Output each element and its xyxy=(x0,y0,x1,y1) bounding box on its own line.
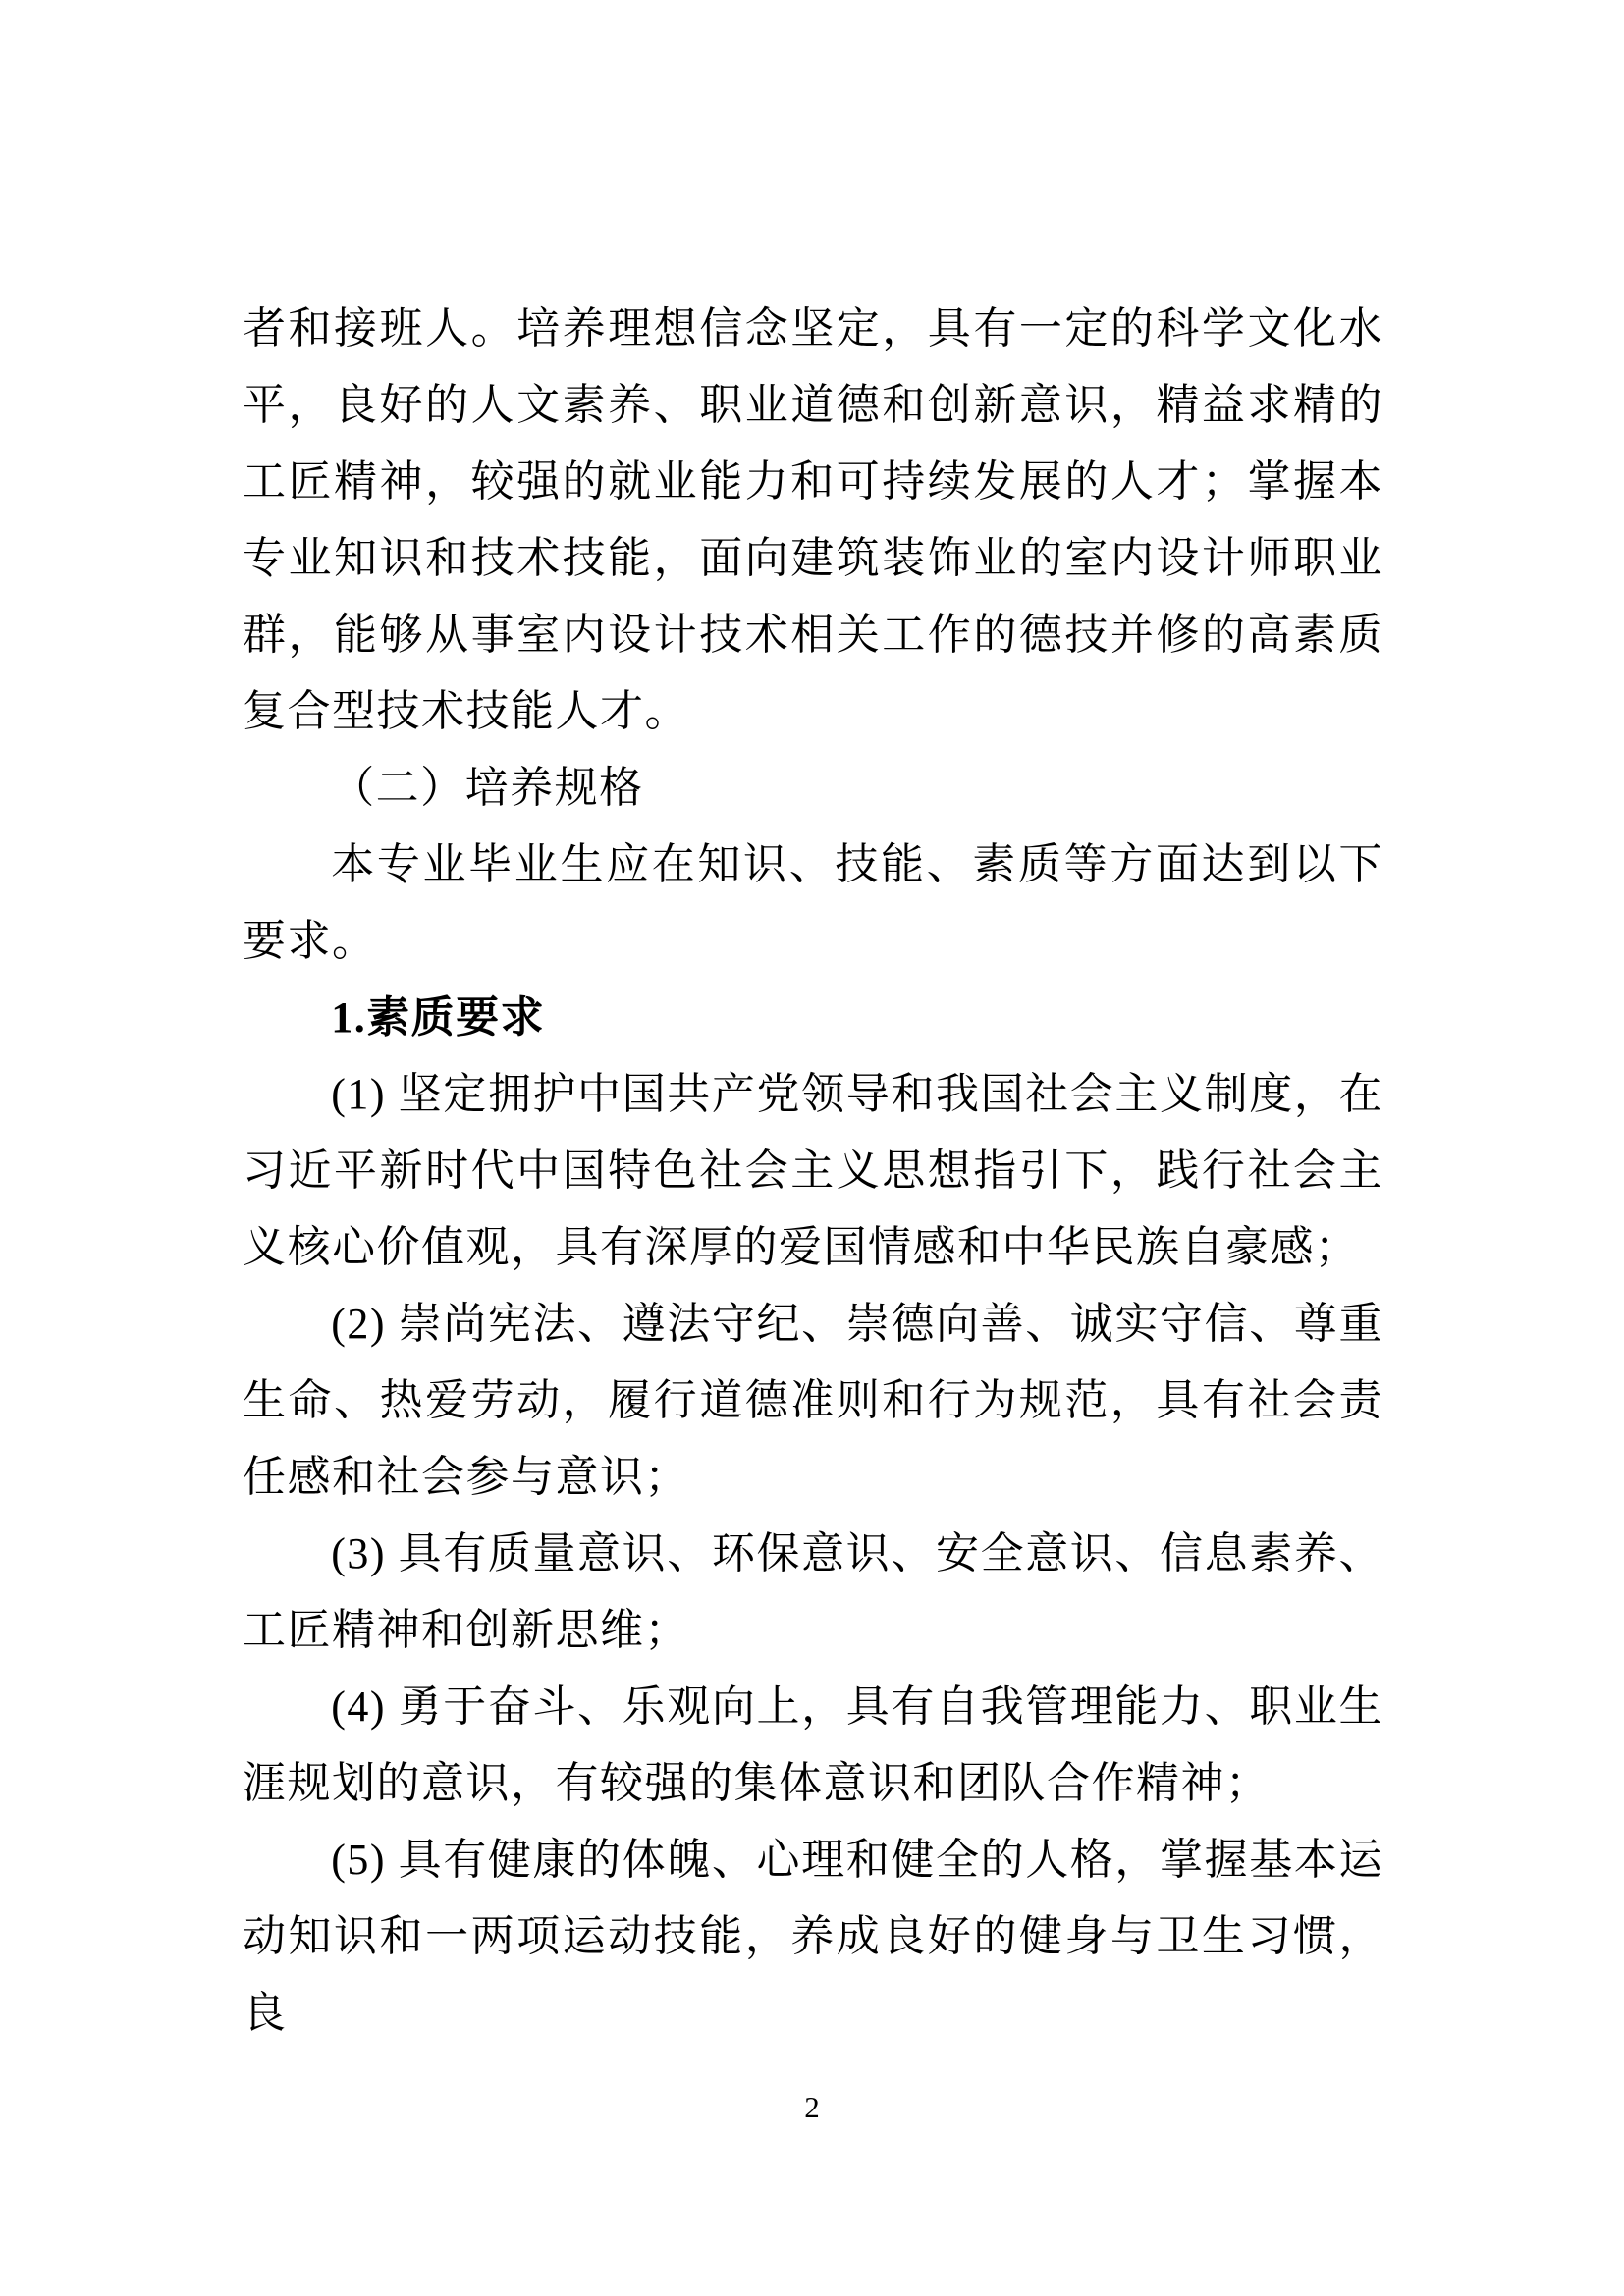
paragraph-objective-continuation: 者和接班人。培养理想信念坚定，具有一定的科学文化水平，良好的人文素养、职业道德和创新意识，精益求精的工匠精神，较强的就业能力和可持续发展的人才；掌握本专业知识和技术技能，面向建筑装饰业的室内设计师职业群，能够从事室内设计技术相关工作的德技并修的高素质复合型技术技能人才。 xyxy=(243,304,1383,735)
heading-training-specifications: （二）培养规格 xyxy=(331,764,644,812)
paragraph-item-4: (4) 勇于奋斗、乐观向上，具有自我管理能力、职业生涯规划的意识，有较强的集体意识和团队合作精神； xyxy=(243,1682,1383,1807)
document-body xyxy=(243,291,1383,2052)
paragraph-item-5: (5) 具有健康的体魄、心理和健全的人格，掌握基本运动知识和一两项运动技能，养成良好的健身与卫生习惯，良 xyxy=(243,1836,1383,2037)
paragraph-item-1: (1) 坚定拥护中国共产党领导和我国社会主义制度，在习近平新时代中国特色社会主义思想指引下，践行社会主义核心价值观，具有深厚的爱国情感和中华民族自豪感； xyxy=(243,1070,1383,1271)
paragraph-graduate-requirements: 本专业毕业生应在知识、技能、素质等方面达到以下要求。 xyxy=(243,840,1383,965)
page-number: 2 xyxy=(804,2090,820,2124)
heading-quality-requirements: 1.素质要求 xyxy=(331,993,546,1041)
paragraph-item-2: (2) 崇尚宪法、遵法守纪、崇德向善、诚实守信、尊重生命、热爱劳动，履行道德准则和行为规范，具有社会责任感和社会参与意识； xyxy=(243,1300,1383,1501)
paragraph-item-3: (3) 具有质量意识、环保意识、安全意识、信息素养、工匠精神和创新思维； xyxy=(243,1529,1383,1654)
